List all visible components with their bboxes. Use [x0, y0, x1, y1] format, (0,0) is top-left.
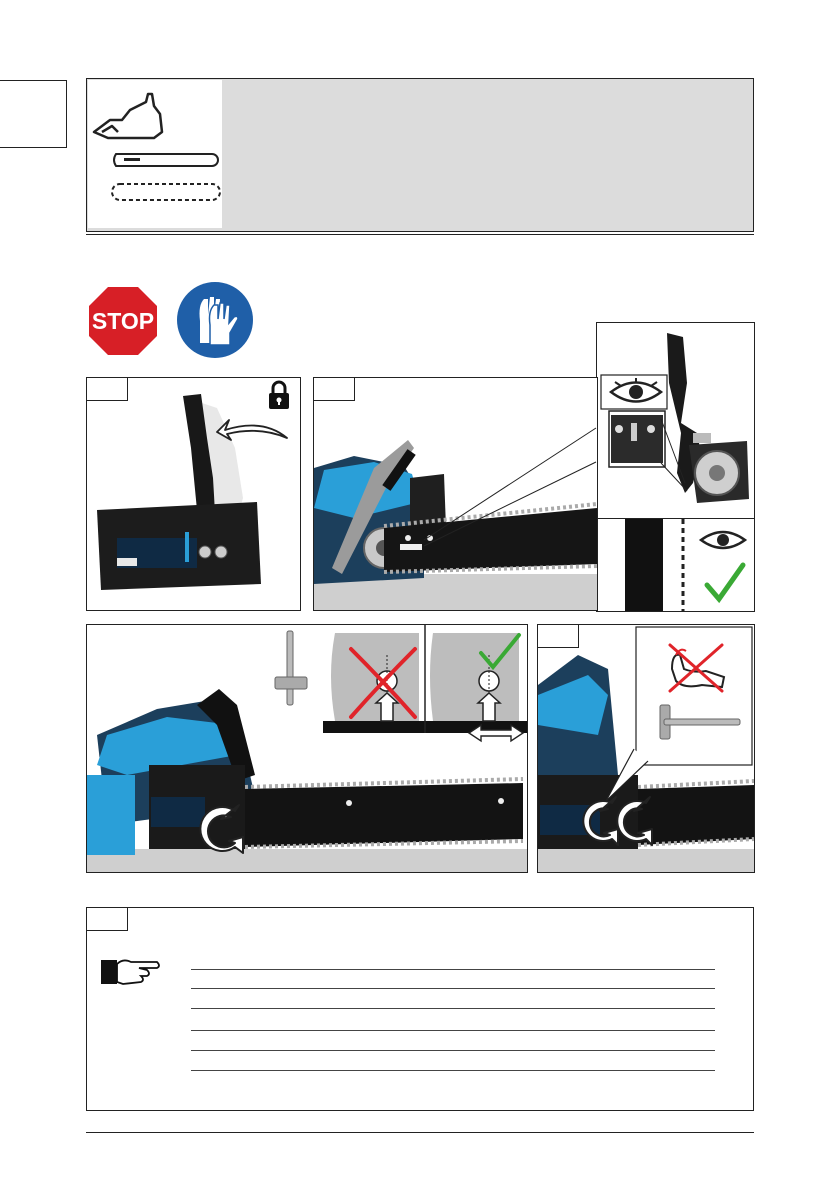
note-line — [191, 969, 715, 970]
note-line — [191, 988, 715, 989]
detail-photo-panel — [596, 322, 755, 520]
eye-icon — [605, 377, 667, 407]
saw-chain-icon — [112, 184, 220, 200]
stop-sign-icon — [84, 282, 162, 360]
step-4-panel — [537, 624, 755, 873]
check-icon — [703, 561, 747, 605]
rotate-arrow-icon — [191, 801, 251, 857]
step-1-panel — [86, 377, 301, 611]
chainsaw-icon — [94, 94, 162, 138]
wear-gloves-icon — [176, 281, 254, 359]
stop-sign-text: STOP — [91, 308, 155, 334]
bottom-rule — [86, 1132, 754, 1133]
check-icon — [477, 631, 523, 671]
side-tab — [0, 80, 67, 148]
rotate-arrow-icon — [574, 793, 664, 849]
step-3-panel — [86, 624, 528, 873]
note-number-box — [87, 908, 128, 931]
step-number-box — [314, 378, 355, 401]
no-hand-icon — [662, 639, 730, 695]
note-line — [191, 1030, 715, 1031]
rotate-arrow-icon — [215, 416, 293, 442]
note-line — [191, 1070, 715, 1071]
step-number-box — [87, 378, 128, 401]
note-box — [86, 907, 754, 1111]
guide-bar-icon — [114, 154, 218, 166]
socket-wrench-icon — [273, 629, 309, 709]
header-rule — [86, 234, 754, 235]
cross-icon — [345, 643, 421, 723]
eye-icon — [697, 527, 749, 553]
double-arrow-icon — [467, 723, 525, 743]
pointing-hand-icon — [101, 956, 163, 986]
note-line — [191, 1008, 715, 1009]
check-detail-panel — [596, 518, 755, 612]
header-icon-panel — [88, 80, 222, 228]
step-2-panel — [313, 377, 598, 611]
socket-wrench-icon — [654, 703, 742, 743]
lock-icon — [267, 380, 291, 410]
step-number-box — [538, 625, 579, 648]
note-line — [191, 1050, 715, 1051]
